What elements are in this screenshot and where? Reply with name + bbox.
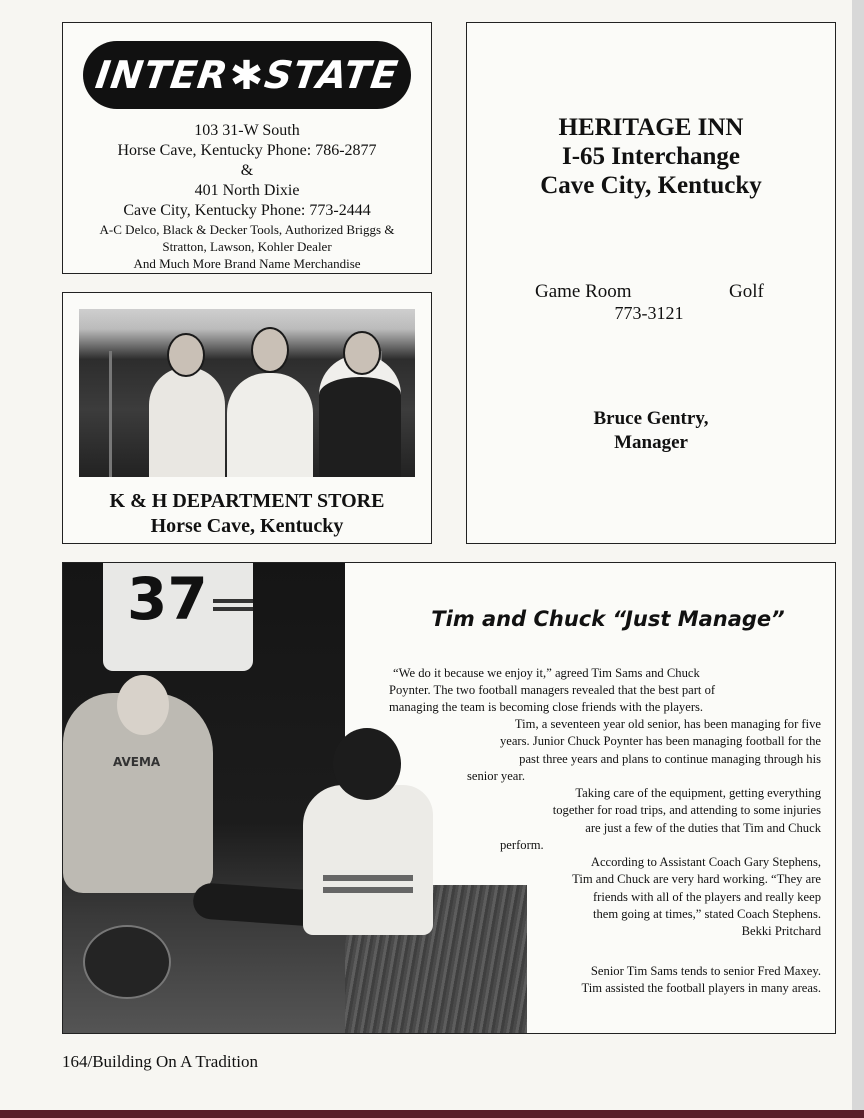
- feature-headline: Tim and Chuck “Just Manage”: [431, 607, 785, 631]
- address-line: 401 North Dixie: [194, 182, 300, 199]
- football-helmet: [83, 925, 171, 999]
- logo-text-right: STATE: [262, 53, 402, 97]
- kh-store-name: [63, 489, 431, 539]
- manager-title: Manager: [614, 432, 688, 453]
- body-line: According to Assistant Coach Gary Stephens,: [590, 855, 821, 869]
- body-line: Poynter. The two football managers revealed that the best part of: [389, 683, 716, 697]
- body-line: perform.: [500, 838, 544, 852]
- sleeve-stripe: [213, 599, 253, 603]
- staff-person-left: [149, 367, 225, 477]
- jersey-number: 37: [127, 565, 208, 633]
- body-line: friends with all of the players and really keep: [592, 890, 821, 904]
- body-line: them going at times,” stated Coach Stephens.: [592, 907, 821, 921]
- heritage-manager: [467, 407, 835, 455]
- jersey-stripe: [323, 875, 413, 881]
- manager-name: Bruce Gentry,: [593, 408, 709, 429]
- managers-photo: [63, 563, 345, 1034]
- staff-head: [343, 331, 381, 375]
- clothing-rack: [109, 351, 112, 477]
- body-line: are just a few of the duties that Tim and Chuck: [585, 821, 821, 835]
- address-line: 103 31-W South: [194, 122, 300, 139]
- managers-feature: [62, 562, 836, 1034]
- body-line: Tim, a seventeen year old senior, has been managing for five: [514, 717, 821, 731]
- jersey-stripe: [323, 887, 413, 893]
- kh-location-line: Horse Cave, Kentucky: [150, 515, 344, 537]
- logo-text-left: INTER: [92, 53, 231, 97]
- heritage-phone: 773-3121: [614, 303, 684, 323]
- fred-maxey-head: [333, 728, 401, 800]
- heritage-title: [467, 113, 835, 200]
- photo-caption-line: Tim assisted the football players in many areas.: [580, 980, 821, 997]
- heritage-title-line: I-65 Interchange: [561, 143, 740, 170]
- kh-department-store-ad: [62, 292, 432, 544]
- amenity-golf: Golf: [729, 281, 764, 302]
- brands-line: A-C Delco, Black & Decker Tools, Authorized Briggs &: [99, 222, 395, 237]
- body-line: Tim and Chuck are very hard working. “They are: [572, 872, 821, 886]
- photo-caption-line: Senior Tim Sams tends to senior Fred Maxey.: [589, 963, 821, 980]
- star-icon: ✱: [229, 52, 264, 98]
- shirt-print: AVEMA: [113, 755, 161, 769]
- brands-line: Stratton, Lawson, Kohler Dealer: [162, 239, 332, 254]
- kh-name-line: K & H DEPARTMENT STORE: [109, 490, 385, 512]
- heritage-title-line: Cave City, Kentucky: [540, 172, 762, 199]
- staff-person-center: [227, 373, 313, 477]
- brands-line: And Much More Brand Name Merchandise: [133, 256, 361, 271]
- page-bottom-band: [0, 1110, 864, 1118]
- interstate-address: [63, 121, 431, 272]
- jersey-37: [103, 563, 253, 671]
- tim-sams-head: [117, 675, 169, 735]
- store-staff-photo: [79, 309, 415, 477]
- body-line: together for road trips, and attending to some injuries: [552, 803, 821, 817]
- body-line: senior year.: [467, 769, 526, 783]
- body-line: “We do it because we enjoy it,” agreed Tim Sams and Chuck: [393, 666, 700, 680]
- address-line: Cave City, Kentucky Phone: 773-2444: [123, 202, 371, 219]
- interstate-logo: [83, 41, 411, 109]
- address-line: &: [240, 162, 254, 179]
- address-line: Horse Cave, Kentucky Phone: 786-2877: [117, 142, 377, 159]
- byline: Bekki Pritchard: [741, 924, 821, 938]
- staff-head: [251, 327, 289, 373]
- body-line: managing the team is becoming close friends with the players.: [389, 700, 704, 714]
- interstate-ad: [62, 22, 432, 274]
- sleeve-stripe: [213, 607, 253, 611]
- staff-head: [167, 333, 205, 377]
- body-line: Taking care of the equipment, getting everything: [575, 786, 821, 800]
- body-line: years. Junior Chuck Poynter has been managing football for the: [499, 734, 821, 748]
- fred-maxey-figure: [303, 785, 433, 935]
- page-edge: [852, 0, 864, 1118]
- amenity-game-room: Game Room: [535, 281, 632, 302]
- heritage-inn-ad: [466, 22, 836, 544]
- body-line: past three years and plans to continue managing through his: [519, 752, 821, 766]
- heritage-title-line: HERITAGE INN: [558, 114, 744, 141]
- page-folio: 164/Building On A Tradition: [62, 1052, 259, 1071]
